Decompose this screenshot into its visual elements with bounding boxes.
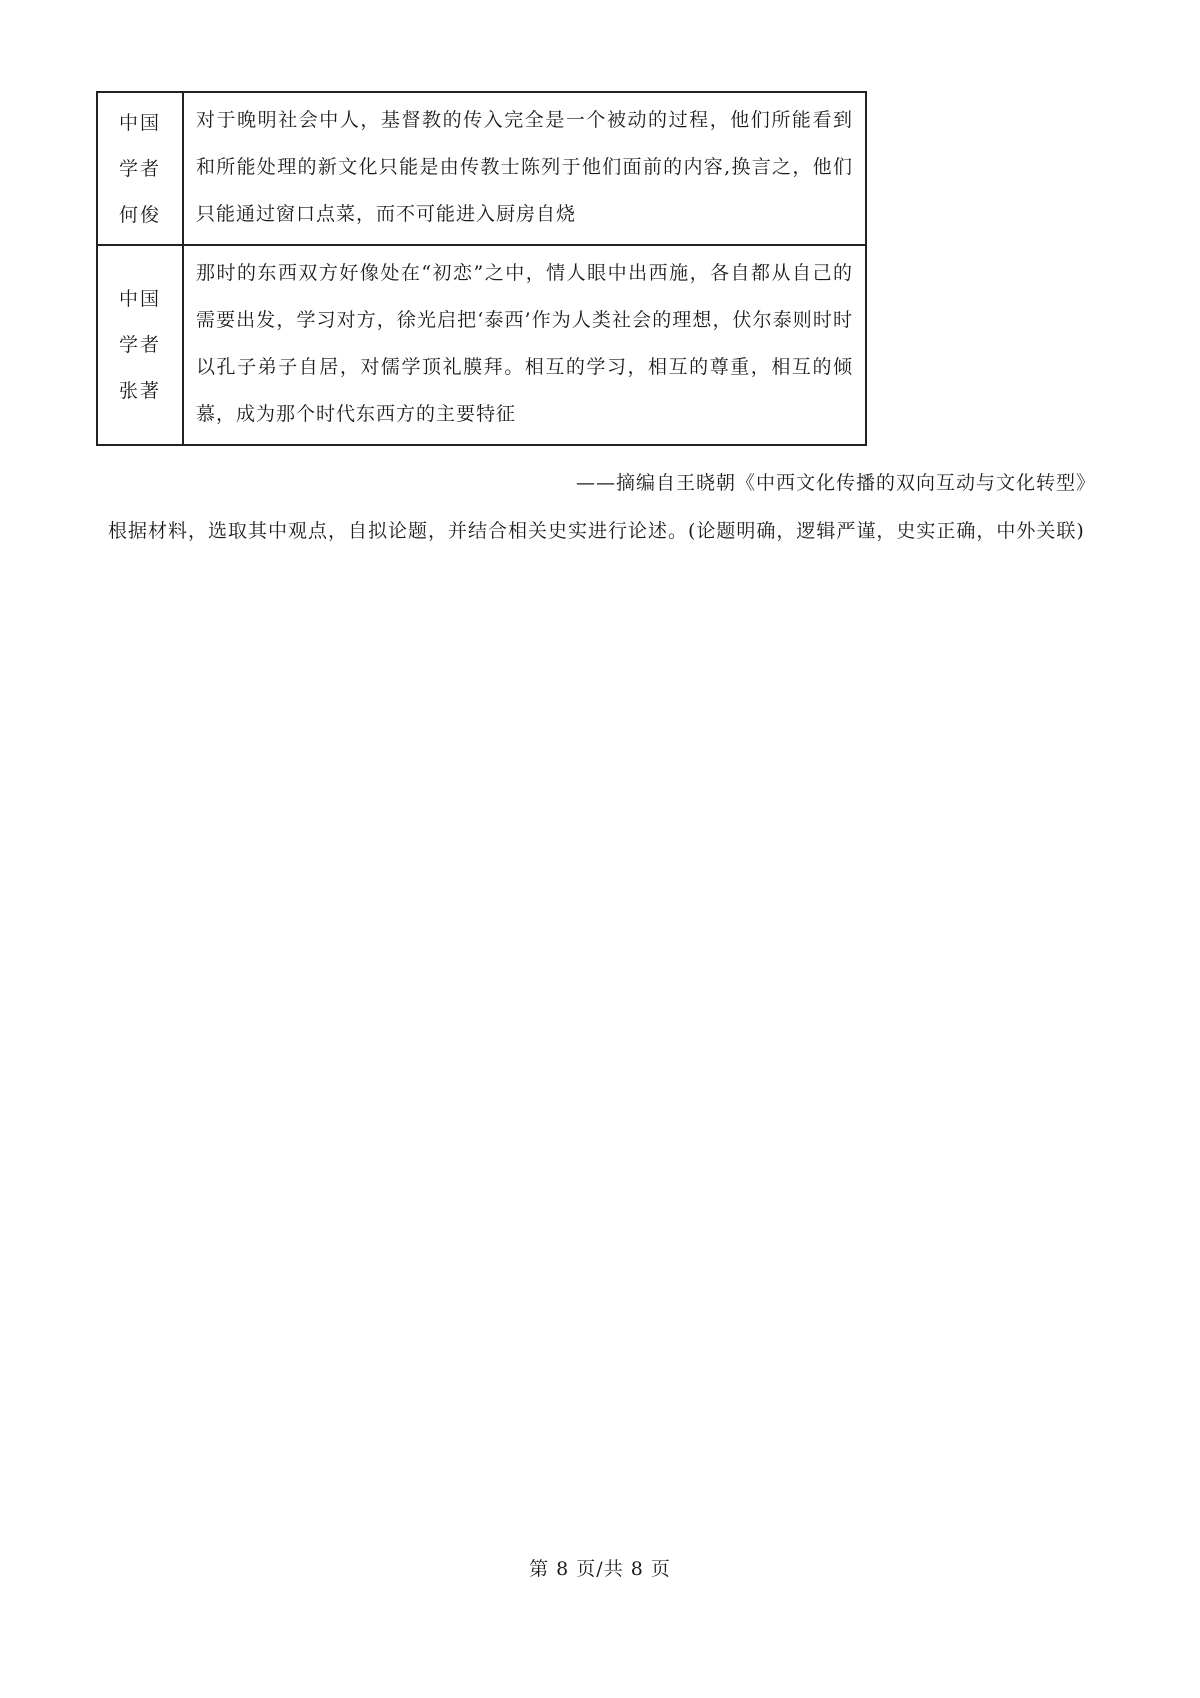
scholar-label-line: 学者 <box>118 157 161 180</box>
scholar-label-line: 何俊 <box>118 203 161 226</box>
scholar-label-line: 中国 <box>118 288 161 310</box>
quote-cell: 那时的东西双方好像处在“初恋”之中，情人眼中出西施，各自都从自己的需要出发，学习对方，徐光启把‘泰西’作为人类社会的理想，伏尔泰则时时以孔子弟子自居，对儒学顶礼膜拜。相互的学习，相互的尊重，相互的倾慕，成为那个时代东西方的主要特征 <box>183 245 866 445</box>
table-row <box>97 245 866 445</box>
page-number: 第 8 页/共 8 页 <box>529 1558 671 1580</box>
scholar-label-line: 张著 <box>118 380 161 402</box>
scholar-label-line: 中国 <box>118 111 161 134</box>
scholar-label-line: 学者 <box>118 334 161 356</box>
scholar-cell <box>97 245 183 445</box>
source-citation: ——摘编自王晓朝《中西文化传播的双向互动与文化转型》 <box>575 472 1096 494</box>
question-prompt: 根据材料，选取其中观点，自拟论题，并结合相关史实进行论述。(论题明确，逻辑严谨，史实正确，中外关联) <box>108 520 1085 542</box>
quote-cell: 对于晚明社会中人，基督教的传入完全是一个被动的过程，他们所能看到和所能处理的新文化只能是由传教士陈列于他们面前的内容,换言之，他们只能通过窗口点菜，而不可能进入厨房自烧 <box>183 92 866 245</box>
table-row <box>97 92 866 245</box>
scholar-cell <box>97 92 183 245</box>
material-table <box>96 91 867 446</box>
